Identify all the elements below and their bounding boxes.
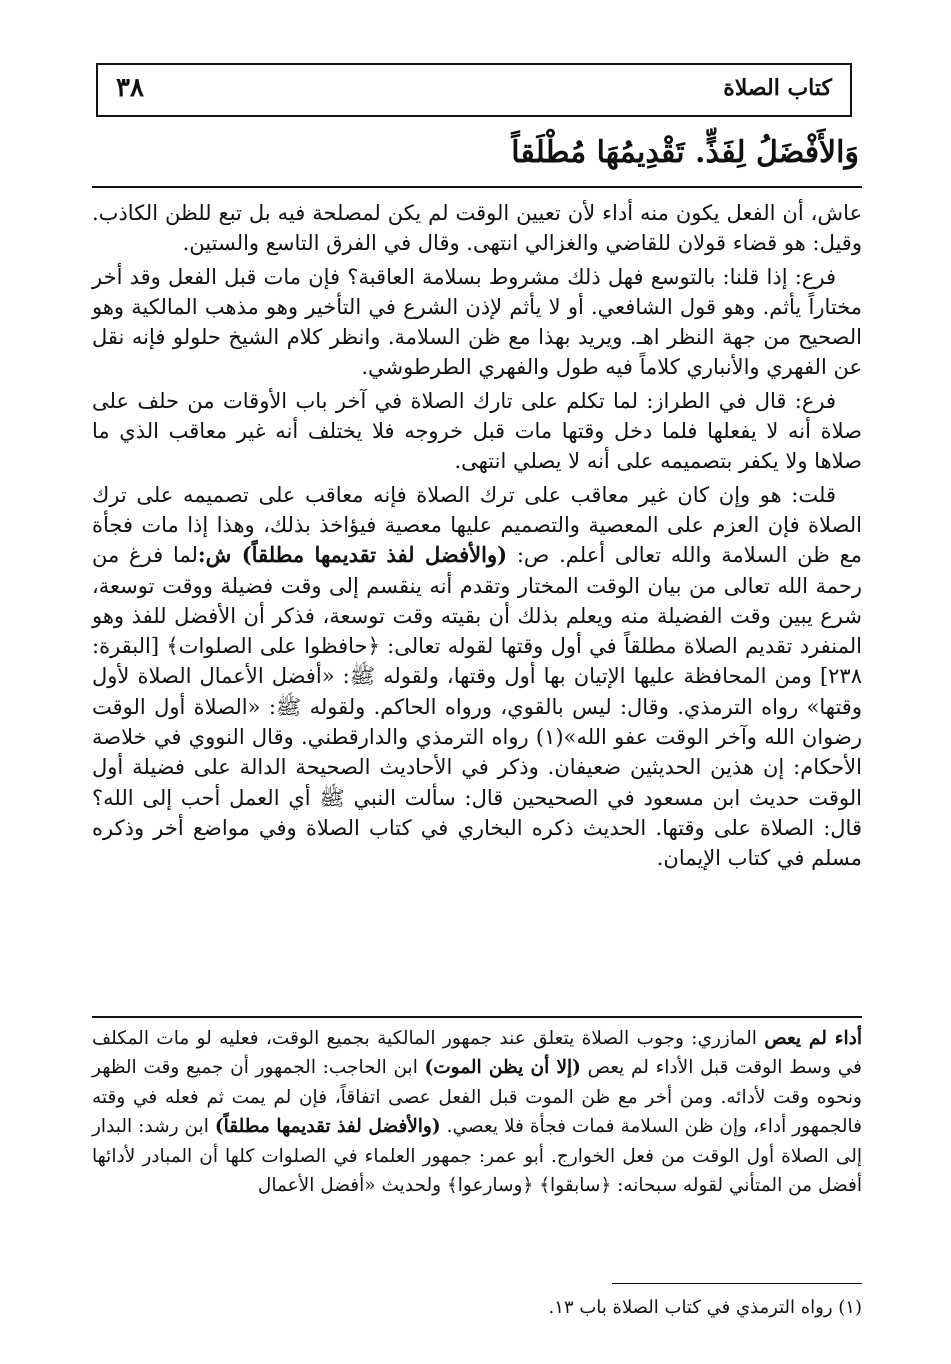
matn-divider	[92, 186, 862, 188]
page-number: ٣٨	[116, 73, 144, 103]
book-title: كتاب الصلاة	[723, 75, 832, 101]
paragraph-4	[92, 480, 862, 874]
paragraph-3: فرع: قال في الطراز: لما تكلم على تارك الصلاة في آخر باب الأوقات من حلف على صلاة أنه لا يفعلها فلما دخل وقتها مات قبل خروجه فلا يختلف أنه غير معاقب الذي ما صلاها ولا يكفر بتصميمه على أنه لا يصلي انتهى.	[92, 388, 862, 474]
footnote: (١) رواه الترمذي في كتاب الصلاة باب ١٣.	[548, 1297, 862, 1318]
quoted-matn: (والأفضل لفذ تقديمها مطلقاً) ش:	[197, 542, 508, 568]
paragraph-2: فرع: إذا قلنا: بالتوسع فهل ذلك مشروط بسلامة العاقبة؟ فإن مات قبل الفعل وقد أخر مختاراً يأثم. وهو قول الشافعي. أو لا يأثم لإذن الشرع في التأخير وهو مذهب المالكية وهو الصحيح من جهة النظر اهـ. ويريد بهذا مع ظن السلامة. وانظر كلام الشيخ حلولو فإنه نقل عن الفهري والأنباري كلاماً فيه طول والفهري الطرطوشي.	[92, 264, 862, 380]
notes-paragraph	[92, 1024, 862, 1200]
note-heading: أداء لم يعص	[764, 1028, 862, 1049]
paragraph-4-rest: لما فرغ من رحمة الله تعالى من بيان الوقت المختار وتقدم أنه ينقسم إلى وقت فضيلة ووقت توسعة، شرع يبين وقت الفضيلة منه ويعلم بذلك أن بقيته وقت توسعة، فذكر أن الأفضل للفذ وهو المنفرد تقديم الصلاة مطلقاً في أول وقتها لقوله تعالى: ﴿حافظوا على الصلوات﴾ [البقرة: ٢٣٨] ومن المحافظة عليها الإتيان بها أول وقتها، ولقوله ﷺ: «أفضل الأعمال الصلاة لأول وقتها» رواه الترمذي. وقال: ليس بالقوي، ورواه الحاكم. ولقوله ﷺ: «الصلاة أول الوقت رضوان الله وآخر الوقت عفو الله»(١) رواه الترمذي والدارقطني. وقال النووي في خلاصة الأحكام: إن هذين الحديثين ضعيفان. وذكر في الأحاديث الصحيحة الدالة على فضيلة أول الوقت حديث ابن مسعود في الصحيحين قال: سألت النبي ﷺ أي العمل أحب إلى الله؟ قال: الصلاة على وقتها. الحديث ذكره البخاري في كتاب الصلاة وفي مواضع أخر وذكره مسلم في كتاب الإيمان.	[92, 543, 862, 871]
commentary-body	[92, 198, 862, 877]
running-header	[96, 63, 852, 117]
note-matn-2: (والأفضل لفذ تقديمها مطلقاً)	[214, 1116, 441, 1138]
paragraph-4-intro: قلت: هو وإن كان غير معاقب على ترك الصلاة فإنه معاقب على تصميمه على ترك الصلاة فإن العزم على المعصية والتصميم عليها معصية فيؤاخذ بذلك، وهذا إذا مات فجأة مع ظن السلامة والله تعالى أعلم. ص:	[92, 482, 863, 568]
note-matn-1: (إلا أن يظن الموت)	[424, 1057, 581, 1079]
note-text-1: المازري: وجوب الصلاة يتعلق عند جمهور المالكية بجميع الوقت، فعليه لو مات المكلف في وسط الوقت قبل الأداء لم يعص	[92, 1028, 862, 1079]
notes-divider	[92, 1016, 862, 1018]
note-text-2: ابن الحاجب: الجمهور أن جميع وقت الظهر ونحوه وقت لأدائه. ومن أخر مع ظن الموت قبل الفعل عصى اتفاقاً، فإن لم يمت ثم فعله في وقته فالجمهور أداء، وإن ظن السلامة فمات فجأة فلا يعصي.	[92, 1057, 862, 1138]
marginal-notes	[92, 1024, 862, 1200]
footnote-divider	[612, 1283, 862, 1284]
matn-text: وَالأَفْضَلُ لِفَذٍّ. تَقْدِيمُهَا مُطْلَقاً	[511, 135, 859, 170]
paragraph-1: عاش، أن الفعل يكون منه أداء لأن تعيين الوقت لم يكن لمصلحة فيه بل تبع للظن الكاذب. وقيل: هو قضاء قولان للقاضي والغزالي انتهى. وقال في الفرق التاسع والستين.	[92, 201, 862, 256]
note-text-3: ابن رشد: البدار إلى الصلاة أول الوقت من فعل الخوارج. أبو عمر: جمهور العلماء في الصلوات كلها أن المبادر لأدائها أفضل من المتأني لقوله سبحانه: ﴿سابقوا﴾ ﴿وسارعوا﴾ ولحديث «أفضل الأعمال	[92, 1116, 862, 1197]
